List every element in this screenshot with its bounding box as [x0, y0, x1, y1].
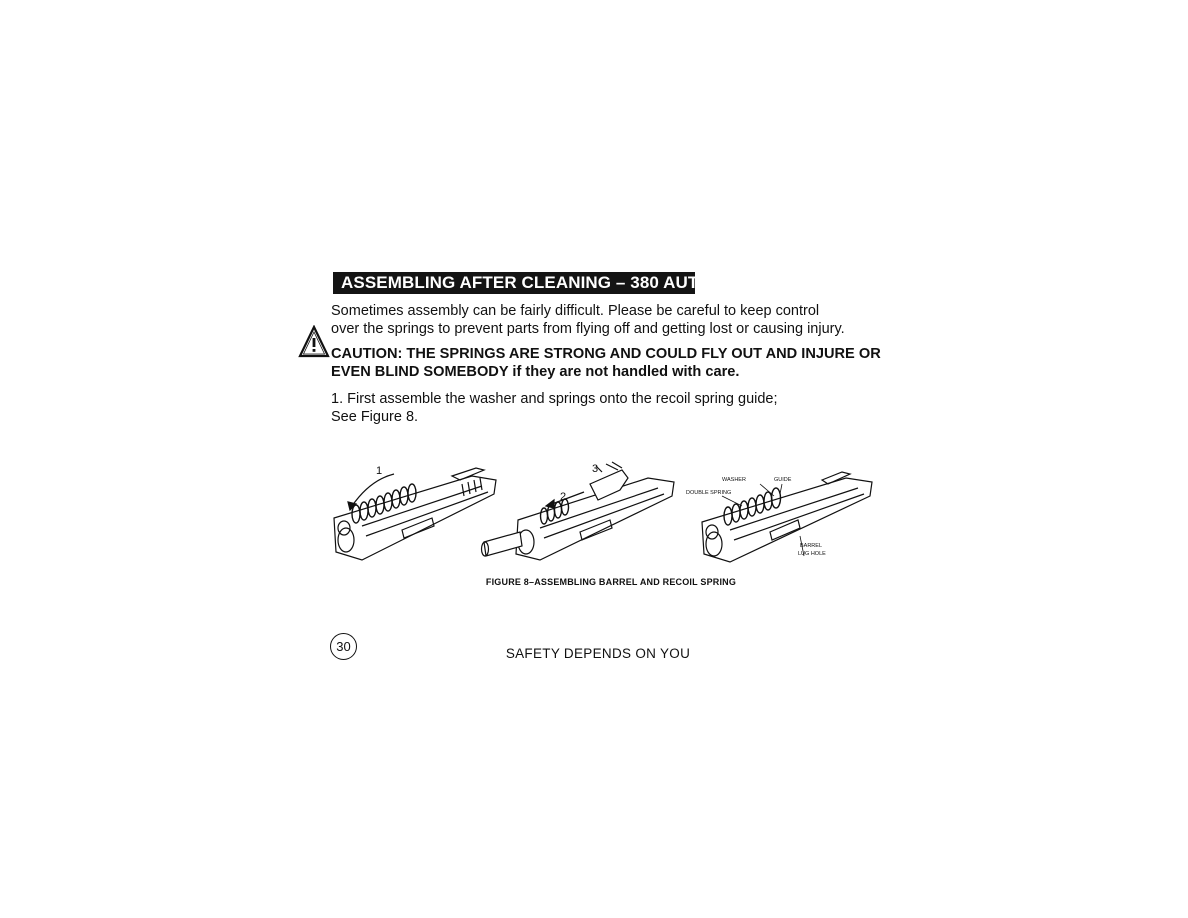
slide-illustration-1 — [334, 468, 496, 560]
caution-text-rest: if they are not handled with care. — [512, 364, 740, 380]
slide-illustration-3 — [702, 472, 872, 562]
figure-caption: FIGURE 8–ASSEMBLING BARREL AND RECOIL SPRING — [485, 577, 737, 587]
step-1-line-2: See Figure 8. — [331, 409, 419, 425]
caution-notice — [331, 345, 891, 381]
label-double-spring: DOUBLE SPRING — [686, 490, 732, 496]
label-washer: WASHER — [722, 477, 746, 483]
callout-3: 3 — [592, 463, 599, 475]
warning-triangle-icon — [298, 325, 330, 359]
section-heading: ASSEMBLING AFTER CLEANING – 380 AUTO — [333, 272, 695, 294]
figure-8-illustration — [322, 456, 878, 574]
label-barrel: BARREL — [800, 543, 823, 549]
caution-label: CAUTION: — [331, 346, 403, 362]
intro-line-1: Sometimes assembly can be fairly difficult. Please be careful to keep control — [331, 303, 820, 319]
page-number-badge: 30 — [330, 633, 357, 660]
intro-paragraph — [331, 302, 891, 338]
step-1 — [331, 390, 891, 426]
caution-text: THE SPRINGS ARE STRONG AND COULD FLY OUT AND INJURE OR EVEN BLIND SOMEBODY — [331, 346, 881, 380]
callout-1: 1 — [376, 465, 383, 477]
footer-text: SAFETY DEPENDS ON YOU — [505, 646, 691, 661]
slide-illustration-2 — [482, 462, 675, 560]
label-guide: GUIDE — [774, 477, 792, 483]
callout-2: 2 — [560, 491, 567, 503]
label-lug-hole: LUG HOLE — [798, 551, 826, 557]
intro-line-2: over the springs to prevent parts from flying off and getting lost or causing injury. — [331, 321, 845, 337]
step-1-line-1: 1. First assemble the washer and springs onto the recoil spring guide; — [331, 391, 778, 407]
